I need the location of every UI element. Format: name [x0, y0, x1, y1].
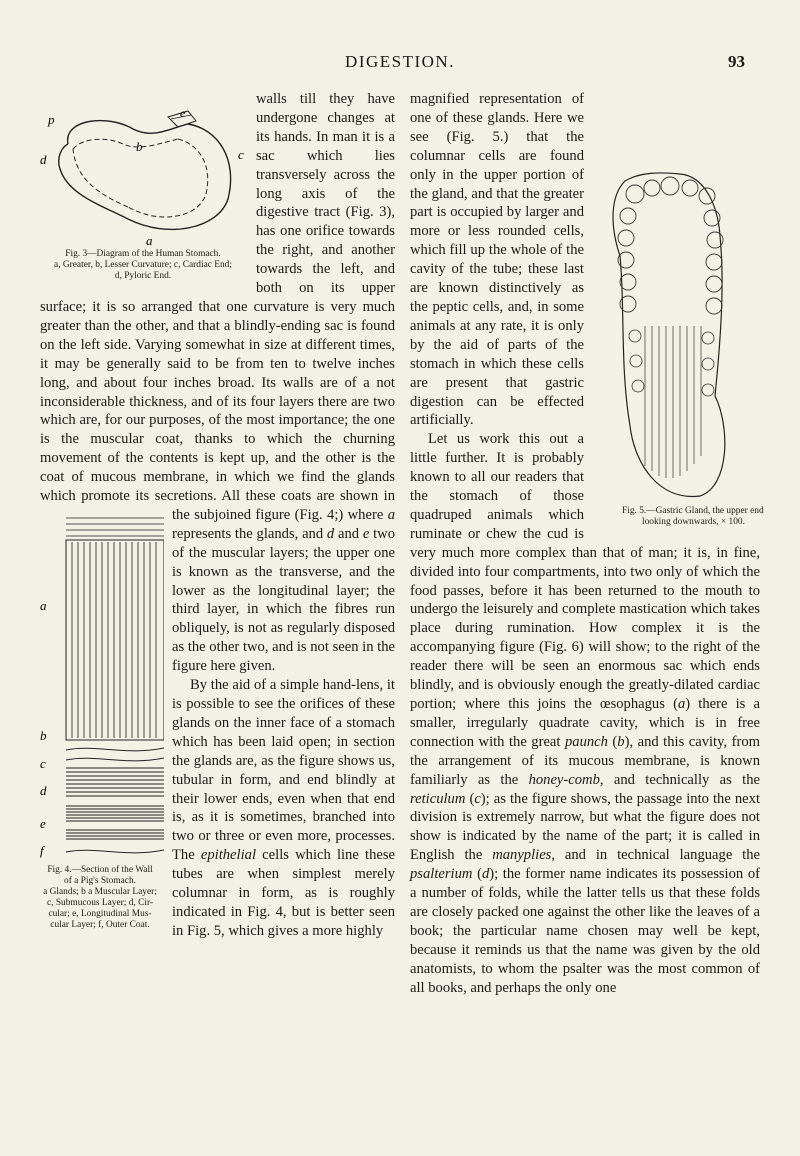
label-c: c [40, 755, 46, 771]
stomach-wall-section [36, 510, 164, 865]
figure-3-legend-2: d, Pyloric End. [114, 271, 172, 281]
label-c: c [238, 147, 244, 162]
label-b: b [136, 139, 143, 154]
paragraph-glands: By the aid of a simple hand-lens, it is possible to see the orifices of these glands on the inner face of a stomach which has been laid open; in section the glands are, as the figure shows us, tubular in form, and end blindly at their lower ends, even when that end is, as it is sometimes, branched into two or three or even more, processes. The epithelial cells which line these tubes are when simplest merely columnar in form, as is roughly indicated in Fig. 4, but is better seen in Fig. 5, which gives a more highly [172, 677, 395, 939]
running-header [0, 52, 800, 76]
page-number: 93 [728, 52, 745, 71]
figure-5-caption-1: Fig. 5.—Gastric Gland, the upper end [622, 506, 764, 516]
figure-4-legend-1: a Glands; b a Muscular Layer; [43, 886, 157, 897]
figure-5 [590, 166, 772, 528]
figure-4-legend-4: cular Layer; f, Outer Coat. [50, 919, 150, 930]
label-d: d [40, 782, 47, 798]
label-a: a [146, 233, 153, 248]
label-a: a [40, 597, 47, 613]
paragraph-stomach-description: walls till they have undergone changes at its hands. In man it is a sac which lies transversely across the long axis of the digestive tract (Fig. 3), has one orifice towards the right, and another towards the left, and both on its upper surface; it is so arranged that one curvature is very much greater than the other, and that a blindly-ending sac is found on the left side. Varying somewhat in size at different times, it may be generally said to be from ten to twelve inches long, and about four inches broad. Its walls are of a not inconsiderable thickness, and of its four layers there are two which are, for our purposes, of the most importance; the one is the muscular coat, thanks to which the churning movement of the contents is kept up, and the other is the coat of mucous membrane, in which we find the glands which promote its secretions. All these coats are shown in the subjoined figure (Fig. 4;) where a b c d e f Fig. 4.—Section of the Wall of a Pig's Stomach. a Glands; b a Muscular Layer; c, Submucous Layer; d, Cir- cular; e, Longitudinal Mus- cular Layer; f, Outer Coat. a represents the glands, and d and e two of the muscular layers; the upper one is known as the transverse, and the lower as the longitudinal layer; the third layer, in which the fibres run obliquely, is not as regularly disposed as the other two, and is not seen in the figure here given. [40, 90, 395, 676]
figure-4-legend-2: c, Submucous Layer; d, Cir- [46, 897, 154, 908]
stomach-diagram [38, 109, 248, 249]
right-column [410, 90, 764, 998]
figure-5-caption-2: looking downwards, × 100. [642, 517, 745, 527]
figure-4-caption-2: of a Pig's Stomach. [64, 875, 136, 886]
figure-3 [38, 109, 248, 291]
label-b: b [40, 727, 47, 743]
label-f: f [40, 842, 44, 858]
figure-4-legend-3: cular; e, Longitudinal Mus- [48, 908, 152, 919]
gastric-gland [590, 166, 740, 506]
label-e: e [40, 815, 46, 831]
left-column [40, 90, 395, 952]
figure-3-caption: Fig. 3—Diagram of the Human Stomach. [65, 249, 221, 259]
running-title: DIGESTION. [345, 52, 455, 71]
figure-3-legend-1: a, Greater, b, Lesser Curvature; c, Cardiac End; [54, 260, 232, 270]
label-e: e [180, 109, 186, 120]
paragraph-peptic-cells: Fig. 5.—Gastric Gland, the upper end looking downwards, × 100. magnified representation of one of these glands. Here we see (Fig. 5.) that the columnar cells are found only in the upper portion of the gland, and that the greater part is occupied by larger and more or less rounded cells, which fill up the whole of the cavity of the tube; these last are known distinctively as the peptic cells, and, in some animals at any rate, it is only by the aid of parts of the stomach in which these cells are present that gastric digestion can be effected artificially. [410, 90, 760, 430]
label-p: p [48, 112, 55, 127]
figure-4-caption-1: Fig. 4.—Section of the Wall [47, 864, 153, 875]
label-d: d [40, 152, 47, 167]
paragraph-ruminants: Let us work this out a little further. It is probably known to all our readers that the stomach of those quadruped animals which ruminate or chew the cud is very much more complex than that of man; it is, in fine, divided into four compartments, into two only of which the food passes, before it has been returned to the mouth to undergo the leisurely and complete mastication which takes place during rumination. How complex it is the accompanying figure (Fig. 6) will show; to the right of the reader there will be seen an enormous sac which ends blindly, and is obviously enough the greatly-dilated cardiac portion; where this joins the œsophagus (a) there is a smaller, irregularly quadrate cavity, which is in free connection with the great paunch (b), and this cavity, from the arrangement of its mucous membrane, is known familiarly as the honey-comb, and technically as the reticulum (c); as the figure shows, the passage into the next division is extremely narrow, but what the figure does not show is indicated by the name of the part; it is called in English the manyplies, and in technical language the psalterium (d); the former name indicates its possession of a number of folds, while the latter tells us that these folds are closely packed one against the other like the leaves of a book; the particular name chosen may well be kept, because it reminds us that the name was given by the old anatomists, to whom the psalter was the most common of all books, and perhaps the only one [410, 431, 761, 996]
figure-4 [36, 510, 164, 950]
